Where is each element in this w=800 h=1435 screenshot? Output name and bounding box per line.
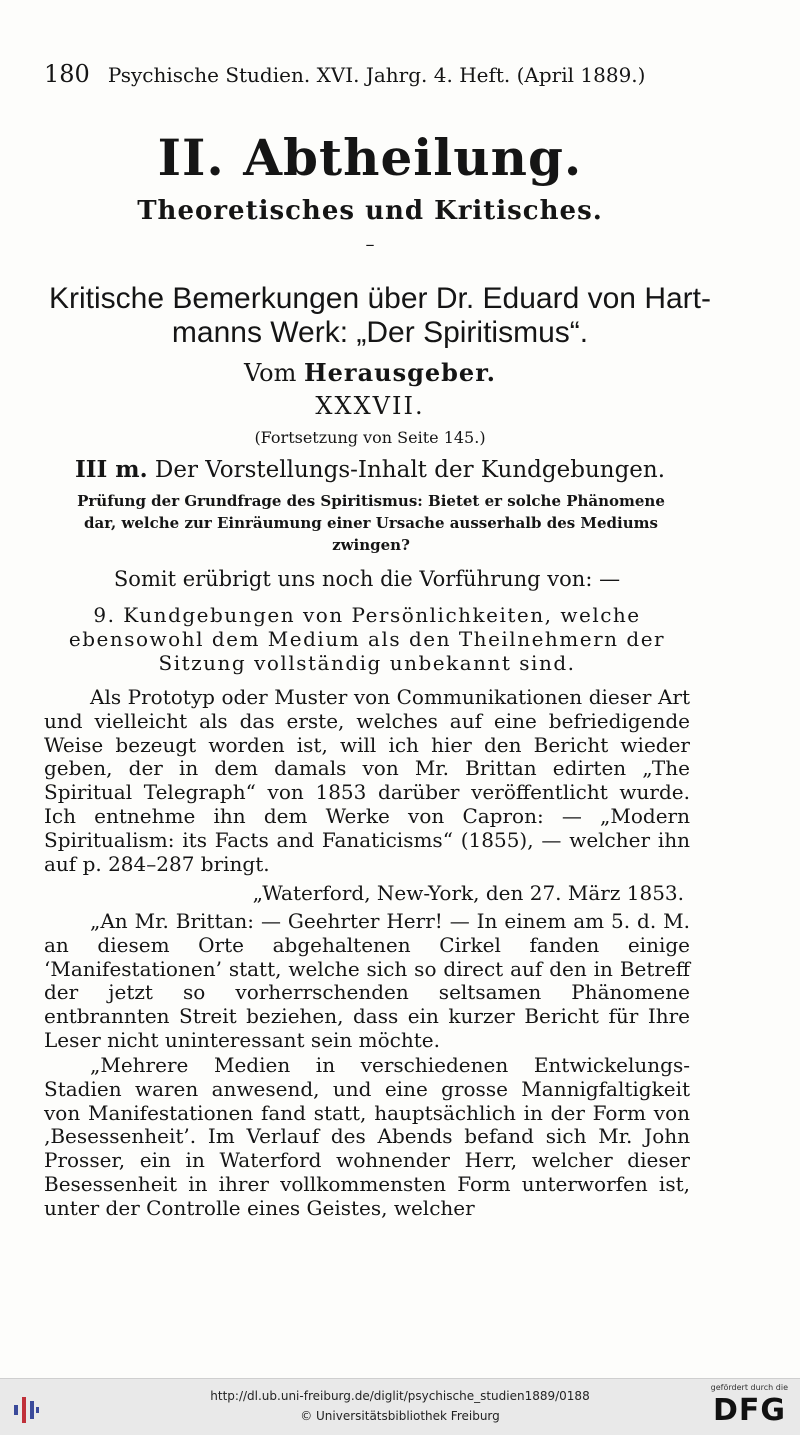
subsection-line: 9. Kundgebungen von Persönlichkeiten, welche [93,603,641,627]
question-line: Prüfung der Grundfrage des Spiritismus: Bietet er solche Phänomene [77,492,665,510]
subsection-heading [44,604,690,675]
body-paragraph: „Mehrere Medien in verschiedenen Entwickelungs-Stadien waren anwesend, und eine grosse Mannigfaltigkeit von Manifestationen fand statt, hauptsächlich in der Form von ‚Besessenheit’. Im Verlauf des Abends befand sich Mr. John Prosser, ein in Waterford wohnender Herr, welcher dieser Besessenheit in ihrer vollkommensten Form unterworfen ist, unter der Controlle eines Geistes, welcher [44,1053,690,1220]
running-title: Psychische Studien. XVI. Jahrg. 4. Heft. (April 1889.) [107,63,646,87]
separator-dash: – [365,234,375,255]
author-prefix: Vom [244,359,297,387]
continuation-note: (Fortsetzung von Seite 145.) [254,428,486,447]
running-header [44,60,744,88]
body-paragraph: Somit erübrigt uns noch die Vorführung von: — [113,567,621,591]
section-title: Der Vorstellungs-Inhalt der Kundgebungen. [154,457,666,483]
division-subtitle: Theoretisches und Kritisches. [137,196,603,226]
author-line [0,358,740,387]
part-number: XXXVII. [315,392,425,420]
question-line: dar, welche zur Einräumung einer Ursache ausserhalb des Mediums [84,514,658,532]
funder-note: gefördert durch die [710,1383,788,1392]
section-question [44,490,698,556]
body-paragraph: „An Mr. Brittan: — Geehrter Herr! — In einem am 5. d. M. an diesem Orte abgehaltenen Cirkel fanden einige ‘Manifestationen’ statt, welche sich so direct auf den in Betreff der jetzt so vorherrschenden seltsamen Phänomene entbrannten Streit beziehen, dass ein kurzer Bericht für Ihre Leser nicht uninteressant sein möchte. [44,909,690,1052]
section-heading [0,456,740,483]
division-title: II. Abtheilung. [157,128,583,187]
copyright: © Universitätsbibliothek Freiburg [300,1409,500,1423]
article-title [30,282,730,350]
page-number: 180 [44,60,90,88]
subsection-line: Sitzung vollständig unbekannt sind. [158,650,576,675]
article-title-line: Kritische Bemerkungen über Dr. Eduard von Hart- [49,282,711,315]
letter-dateline: „Waterford, New-York, den 27. März 1853. [252,881,684,905]
viewer-footer [0,1378,800,1435]
section-number: III m. [74,456,148,483]
source-url-link[interactable]: http://dl.ub.uni-freiburg.de/diglit/psychische_studien1889/0188 [210,1389,590,1403]
article-title-line: manns Werk: „Der Spiritismus“. [171,316,589,349]
dfg-logo: DFG [712,1393,786,1428]
author: Herausgeber. [303,358,496,387]
question-line: zwingen? [332,536,410,554]
body-paragraph: Als Prototyp oder Muster von Communikationen dieser Art und vielleicht als das erste, welches auf eine befriedigende Weise bezeugt worden ist, will ich hier den Bericht wieder geben, der in dem damals von Mr. Brittan edirten „The Spiritual Telegraph“ von 1853 darüber veröffentlicht wurde. Ich entnehme ihn dem Werke von Capron: — „Modern Spiritualism: its Facts and Fanaticisms“ (1855), — welcher ihn auf p. 284–287 bringt. [44,685,690,876]
subsection-line: ebensowohl dem Medium als den Theilnehmern der [68,626,666,651]
source-url[interactable] [0,1389,800,1403]
